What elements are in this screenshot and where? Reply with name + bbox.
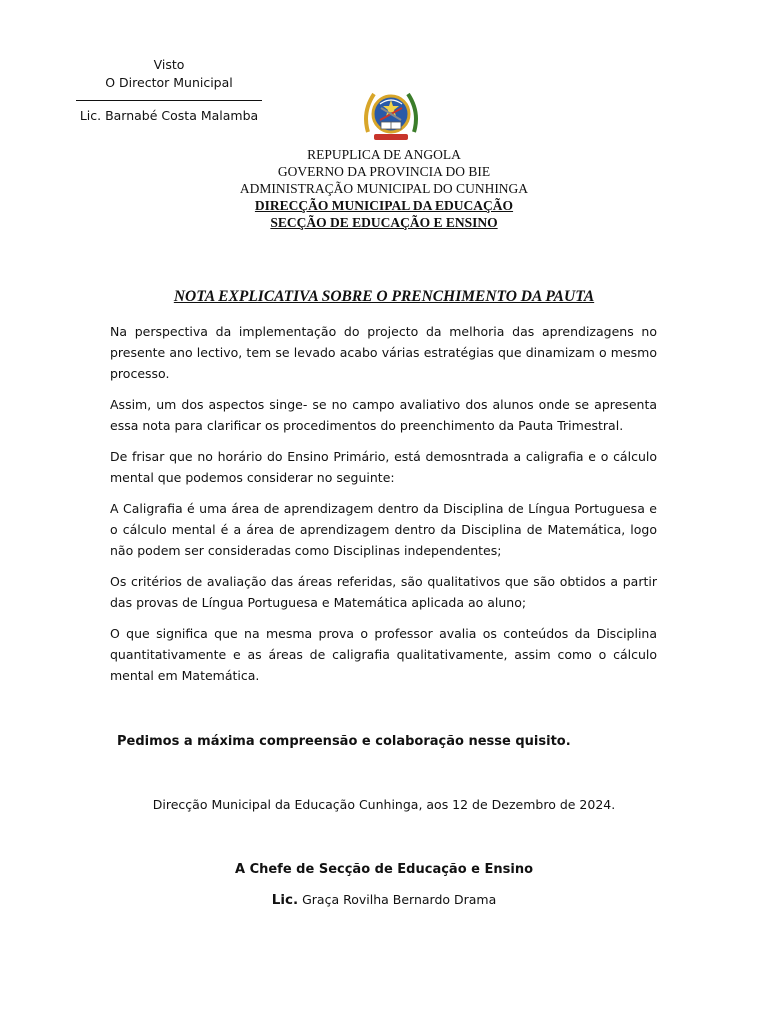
paragraph: De frisar que no horário do Ensino Primário, está demosntrada a caligrafia e o cálculo mental que podemos considerar no seguinte: (110, 449, 657, 485)
director-name: Lic. Barnabé Costa Malamba (79, 108, 259, 123)
document-body (110, 321, 657, 696)
header-country: REPUPLICA DE ANGOLA (307, 147, 461, 162)
signature-line (76, 92, 262, 101)
header-direction: DIRECÇÃO MUNICIPAL DA EDUCAÇÃO (254, 198, 514, 213)
signatory-name: Graça Rovilha Bernardo Drama (302, 892, 497, 907)
director-title: O Director Municipal (105, 75, 233, 90)
header-administration: ADMINISTRAÇÃO MUNICIPAL DO CUNHINGA (239, 181, 529, 196)
paragraph: Na perspectiva da implementação do projecto da melhoria das aprendizagens no presente ano lectivo, tem se levado acabo várias estratégias que dinamizam o mesmo processo. (110, 324, 657, 381)
paragraph: A Caligrafia é uma área de aprendizagem dentro da Disciplina de Língua Portuguesa e o cálculo mental é a área de aprendizagem dentro da Disciplina de Matemática, logo não podem ser consideradas como Disciplinas independentes; (110, 501, 657, 558)
paragraph: Os critérios de avaliação das áreas referidas, são qualitativos que são obtidos a partir das provas de Língua Portuguesa e Matemática aplicada ao aluno; (110, 574, 657, 610)
signatory-name-line (0, 892, 768, 908)
approval-block (76, 56, 262, 125)
institution-header (0, 146, 768, 231)
visto-label: Visto (153, 57, 185, 72)
paragraph: Assim, um dos aspectos singe- se no campo avaliativo dos alunos onde se apresenta essa nota para clarificar os procedimentos do preenchimento da Pauta Trimestral. (110, 397, 657, 433)
angola-coat-of-arms-icon (360, 86, 422, 144)
paragraph: O que significa que na mesma prova o professor avalia os conteúdos da Disciplina quantitativamente e as áreas de caligrafia qualitativamente, assim como o cálculo mental em Matemática. (110, 626, 657, 683)
header-section: SECÇÃO DE EDUCAÇÃO E ENSINO (270, 215, 498, 230)
closing-request: Pedimos a máxima compreensão e colaboração nesse quisito. (117, 734, 571, 749)
signatory-title-prefix: Lic. (271, 892, 299, 908)
document-title: NOTA EXPLICATIVA SOBRE O PRENCHIMENTO DA PAUTA (173, 288, 595, 305)
signatory-role: A Chefe de Secção de Educação e Ensino (234, 862, 534, 877)
header-government: GOVERNO DA PROVINCIA DO BIE (277, 164, 491, 179)
place-date-line: Direcção Municipal da Educação Cunhinga, aos 12 de Dezembro de 2024. (152, 797, 616, 812)
